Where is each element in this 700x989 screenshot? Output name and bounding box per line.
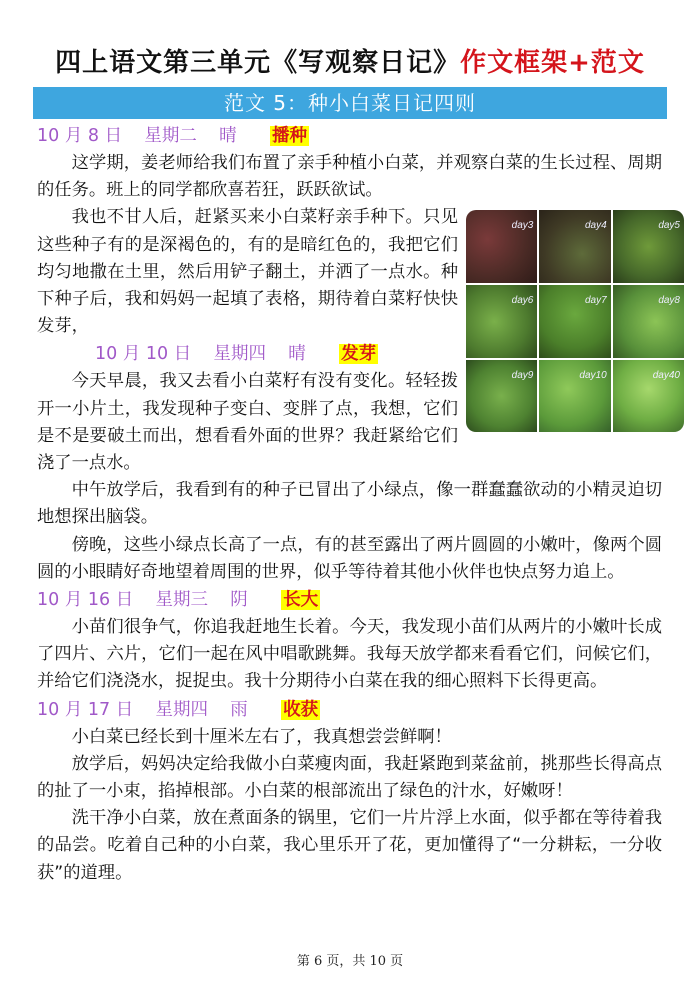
entry-2-paragraph-2: 中午放学后，我看到有的种子已冒出了小绿点，像一群蠢蠢欲动的小精灵迫切地想探出脑袋。 <box>37 480 662 528</box>
photo-cell-day10 <box>539 360 610 433</box>
photo-cell-day8 <box>613 285 684 358</box>
entry-tag-4: 收获 <box>283 699 319 720</box>
entry-1-paragraph-1: 这学期，姜老师给我们布置了亲手种植小白菜，并观察白菜的生长过程、周期的任务。班上的同学都欣喜若狂，跃跃欲试。 <box>37 153 662 201</box>
photo-label: day6 <box>511 295 534 307</box>
photo-cell-day7 <box>539 285 610 358</box>
photo-cell-day9 <box>466 360 537 433</box>
entry-tag-3: 长大 <box>283 590 319 611</box>
entry-date-4: 10 月 17 日 星期四 雨 收获 <box>37 699 319 720</box>
entry-date-2: 10 月 10 日 星期四 晴 发芽 <box>95 344 377 365</box>
entry-tag-1: 播种 <box>271 126 307 146</box>
entry-2-paragraph-3: 傍晚，这些小绿点长高了一点，有的甚至露出了两片圆圆的小嫩叶，像两个圆圆的小眼睛好奇地望着周围的世界，似乎等待着其他小伙伴也快点努力追上。 <box>37 534 662 582</box>
page-footer: 第 6 页，共 10 页 <box>296 954 404 969</box>
entry-4-paragraph-2: 放学后，妈妈决定给我做小白菜瘦肉面，我赶紧跑到菜盆前，挑那些长得高点的扯了一小束，掐掉根部。小白菜的根部流出了绿色的汁水，好嫩呀！ <box>37 753 662 802</box>
photo-label: day9 <box>511 369 534 381</box>
growth-photo <box>466 210 684 432</box>
essay-banner: 范文 5：种小白菜日记四则 <box>33 87 667 119</box>
entry-tag-2: 发芽 <box>341 344 377 365</box>
photo-cell-day3 <box>466 210 537 283</box>
photo-cell-day5 <box>613 210 684 283</box>
photo-label: day3 <box>511 220 534 232</box>
entry-2-paragraph-1: 今天早晨，我又去看小白菜籽有没有变化。轻轻拨开一小片土，我发现种子变白、变胖了点，我想，它们是不是要破土而出，想看看外面的世界？我赶紧给它们浇了一点水。 <box>37 371 458 474</box>
photo-label: day5 <box>658 220 680 232</box>
photo-label: day4 <box>584 220 607 232</box>
growth-photo-grid <box>466 210 684 432</box>
entry-3-paragraph-1: 小苗们很争气，你追我赶地生长着。今天，我发现小苗们从两片的小嫩叶长成了四片、六片，它们一起在风中唱歌跳舞。我每天放学都来看看它们，问候它们，并给它们浇浇水，捉捉虫。我十分期待小白菜在我的细心照料下长得更高。 <box>37 617 662 692</box>
essay-content <box>37 122 680 887</box>
page-title <box>0 42 700 79</box>
photo-label: day7 <box>584 295 607 307</box>
photo-label: day10 <box>579 369 607 381</box>
photo-label: day8 <box>658 295 680 307</box>
entry-4-paragraph-1: 小白菜已经长到十厘米左右了，我真想尝尝鲜啊！ <box>71 726 452 747</box>
entry-date-3: 10 月 16 日 星期三 阴 长大 <box>37 590 319 611</box>
photo-cell-day4 <box>539 210 610 283</box>
photo-cell-day6 <box>466 285 537 358</box>
photo-cell-day40 <box>613 360 684 433</box>
entry-4-paragraph-3: 洗干净小白菜，放在煮面条的锅里，它们一片片浮上水面，似乎都在等待着我的品尝。吃着自己种的小白菜，我心里乐开了花，更加懂得了“一分耕耘，一分收获”的道理。 <box>37 808 662 883</box>
photo-label: day40 <box>652 369 680 381</box>
entry-date-1: 10 月 8 日 星期二 晴 播种 <box>37 126 307 146</box>
title-main: 四上语文第三单元《写观察日记》 <box>55 48 461 78</box>
title-tail: 作文框架+范文 <box>460 48 645 78</box>
entry-1-paragraph-2: 我也不甘人后，赶紧买来小白菜籽亲手种下。只见这些种子有的是深褐色的，有的是暗红色的，我把它们均匀地撒在土里，然后用铲子翻土，并洒了一点水。种下种子后，我和妈妈一起填了表格，期待着白菜籽快快发芽， <box>37 207 458 337</box>
